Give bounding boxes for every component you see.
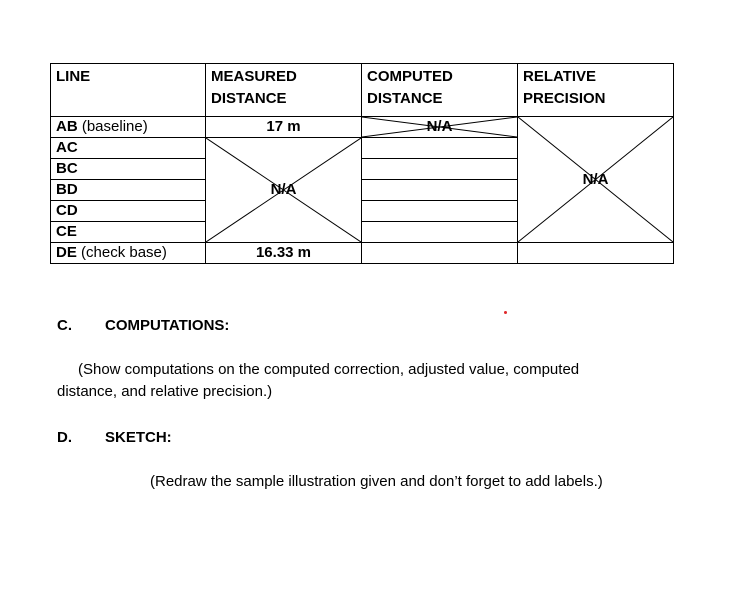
- section-d-instruction: (Redraw the sample illustration given and don’t forget to add labels.): [150, 473, 603, 490]
- relative-precision-cell: [518, 243, 674, 264]
- header-line: LINE: [51, 64, 206, 117]
- line-cell: AC: [51, 138, 206, 159]
- table-row: [51, 243, 674, 264]
- header-measured-distance: MEASURED DISTANCE: [206, 64, 362, 117]
- survey-data-table: [50, 63, 674, 264]
- measured-distance-na-box: [206, 138, 362, 243]
- section-d-letter: D.: [57, 429, 72, 446]
- relative-na-label: N/A: [582, 170, 609, 188]
- computed-distance-cell: [362, 201, 518, 222]
- section-c-heading: [57, 317, 229, 334]
- computed-distance-cell: [362, 159, 518, 180]
- measured-na-label: N/A: [270, 181, 297, 198]
- computed-distance-cell: [362, 243, 518, 264]
- table-header-row: [51, 64, 674, 117]
- line-cell: BC: [51, 159, 206, 180]
- measured-distance-ab: 17 m: [206, 117, 362, 138]
- computed-distance-cell: [362, 180, 518, 201]
- computed-na-label: N/A: [426, 118, 453, 135]
- section-d-heading: [57, 429, 172, 446]
- line-cell: CE: [51, 222, 206, 243]
- line-cell: CD: [51, 201, 206, 222]
- computed-distance-na-box: [362, 117, 518, 138]
- computed-distance-cell: [362, 222, 518, 243]
- computed-distance-cell: [362, 138, 518, 159]
- table-row: [51, 117, 674, 138]
- section-d-title: SKETCH:: [105, 429, 172, 446]
- line-cell: AB (baseline): [51, 117, 206, 138]
- header-relative-precision: RELATIVE PRECISION: [518, 64, 674, 117]
- measured-distance-de: 16.33 m: [206, 243, 362, 264]
- relative-precision-na-box: [518, 117, 674, 243]
- line-cell: DE (check base): [51, 243, 206, 264]
- section-c-instruction-line-2: distance, and relative precision.): [57, 383, 273, 400]
- section-c-letter: C.: [57, 317, 72, 334]
- section-c-title: COMPUTATIONS:: [105, 317, 230, 334]
- header-computed-distance: COMPUTED DISTANCE: [362, 64, 518, 117]
- red-dot-mark: [504, 311, 507, 314]
- section-c-instruction-line-1: (Show computations on the computed correction, adjusted value, computed: [78, 361, 580, 378]
- line-cell: BD: [51, 180, 206, 201]
